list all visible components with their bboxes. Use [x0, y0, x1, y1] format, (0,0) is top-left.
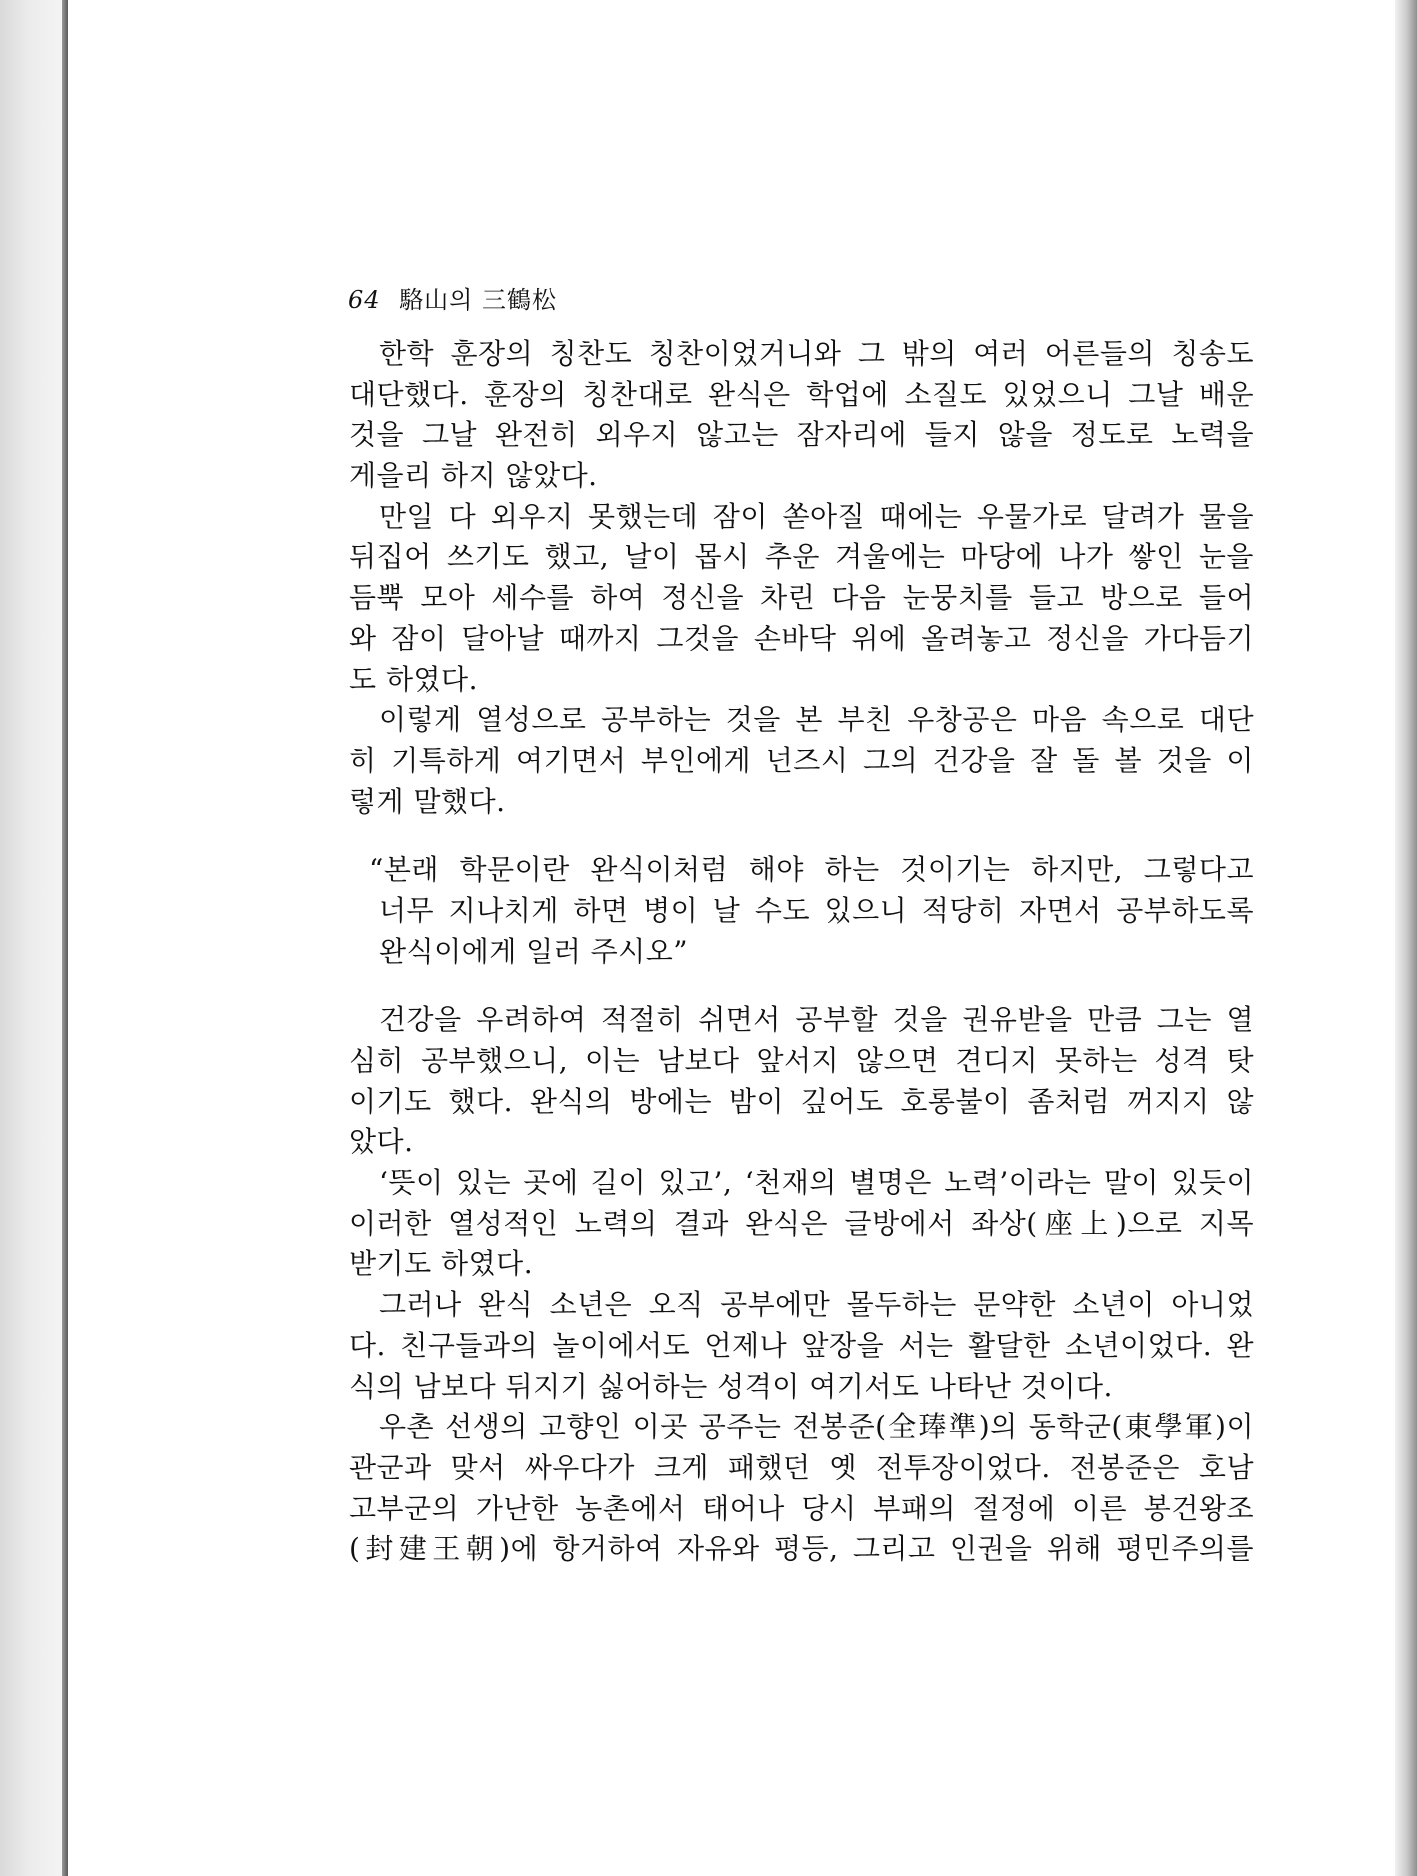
- text-line: 뒤집어 쓰기도 했고, 날이 몹시 추운 겨울에는 마당에 나가 쌓인 눈을: [349, 540, 1254, 574]
- text-line: 히 기특하게 여기면서 부인에게 넌즈시 그의 건강을 잘 돌 볼 것을 이: [349, 743, 1254, 777]
- page-number: 64: [348, 286, 381, 314]
- text-line: 식의 남보다 뒤지기 싫어하는 성격이 여기서도 나타난 것이다.: [349, 1369, 1113, 1403]
- text-line: 와 잠이 달아날 때까지 그것을 손바닥 위에 올려놓고 정신을 가다듬기: [349, 621, 1254, 655]
- paragraph: [349, 1407, 1254, 1570]
- paragraph: [349, 1285, 1254, 1407]
- running-head: [348, 280, 557, 315]
- page-right-shadow: [1395, 0, 1417, 1876]
- text-line: 우촌 선생의 고향인 이곳 공주는 전봉준(全琫準)의 동학군(東學軍)이: [379, 1410, 1254, 1444]
- quote-line: 완식이에게 일러 주시오”: [379, 934, 689, 968]
- text-line: 이기도 했다. 완식의 방에는 밤이 깊어도 호롱불이 좀처럼 꺼지지 않: [349, 1084, 1254, 1118]
- block-quote: [349, 850, 1254, 972]
- text-line: 도 하였다.: [349, 662, 478, 696]
- quote-line: “본래 학문이란 완식이처럼 해야 하는 것이기는 하지만, 그렇다고: [369, 853, 1254, 887]
- text-line: 한학 훈장의 칭찬도 칭찬이었거니와 그 밖의 여러 어른들의 칭송도: [379, 337, 1254, 370]
- text-line: ‘뜻이 있는 곳에 길이 있고’, ‘천재의 별명은 노력’이라는 말이 있듯이: [379, 1166, 1254, 1200]
- text-line: (封建王朝)에 항거하여 자유와 평등, 그리고 인권을 위해 평민주의를: [349, 1532, 1254, 1566]
- text-line: 관군과 맞서 싸우다가 크게 패했던 옛 전투장이었다. 전봉준은 호남: [349, 1450, 1254, 1484]
- text-line: 받기도 하였다.: [349, 1247, 534, 1281]
- text-line: 듬뿍 모아 세수를 하여 정신을 차린 다음 눈뭉치를 들고 방으로 들어: [349, 581, 1254, 615]
- quote-line: 너무 지나치게 하면 병이 날 수도 있으니 적당히 자면서 공부하도록: [379, 893, 1254, 927]
- body-text: [349, 334, 1254, 1570]
- text-line: 심히 공부했으니, 이는 남보다 앞서지 않으면 견디지 못하는 성격 탓: [349, 1044, 1254, 1077]
- book-page: [68, 0, 1395, 1876]
- text-line: 게을리 하지 않았다.: [349, 459, 598, 493]
- paragraph: [349, 1163, 1254, 1285]
- text-line: 렇게 말했다.: [349, 784, 506, 818]
- text-line: 그러나 완식 소년은 오직 공부에만 몰두하는 문약한 소년이 아니었: [379, 1288, 1254, 1322]
- text-line: 대단했다. 훈장의 칭찬대로 완식은 학업에 소질도 있었으니 그날 배운: [349, 377, 1254, 411]
- text-line: 고부군의 가난한 농촌에서 태어나 당시 부패의 절정에 이른 봉건왕조: [349, 1491, 1254, 1525]
- text-line: 만일 다 외우지 못했는데 잠이 쏟아질 때에는 우물가로 달려가 물을: [379, 499, 1254, 533]
- text-line: 았다.: [349, 1125, 414, 1159]
- paragraph: [349, 700, 1254, 822]
- text-line: 이렇게 열성으로 공부하는 것을 본 부친 우창공은 마음 속으로 대단: [379, 703, 1254, 737]
- paragraph: [349, 334, 1254, 497]
- text-line: 건강을 우려하여 적절히 쉬면서 공부할 것을 권유받을 만큼 그는 열: [379, 1003, 1254, 1037]
- text-line: 다. 친구들과의 놀이에서도 언제나 앞장을 서는 활달한 소년이었다. 완: [349, 1328, 1254, 1362]
- paragraph: [349, 497, 1254, 700]
- text-line: 이러한 열성적인 노력의 결과 완식은 글방에서 좌상(座上)으로 지목: [349, 1206, 1254, 1240]
- book-title: 駱山의 三鶴松: [399, 286, 557, 314]
- paragraph: [349, 1000, 1254, 1163]
- text-line: 것을 그날 완전히 외우지 않고는 잠자리에 들지 않을 정도로 노력을: [349, 418, 1254, 452]
